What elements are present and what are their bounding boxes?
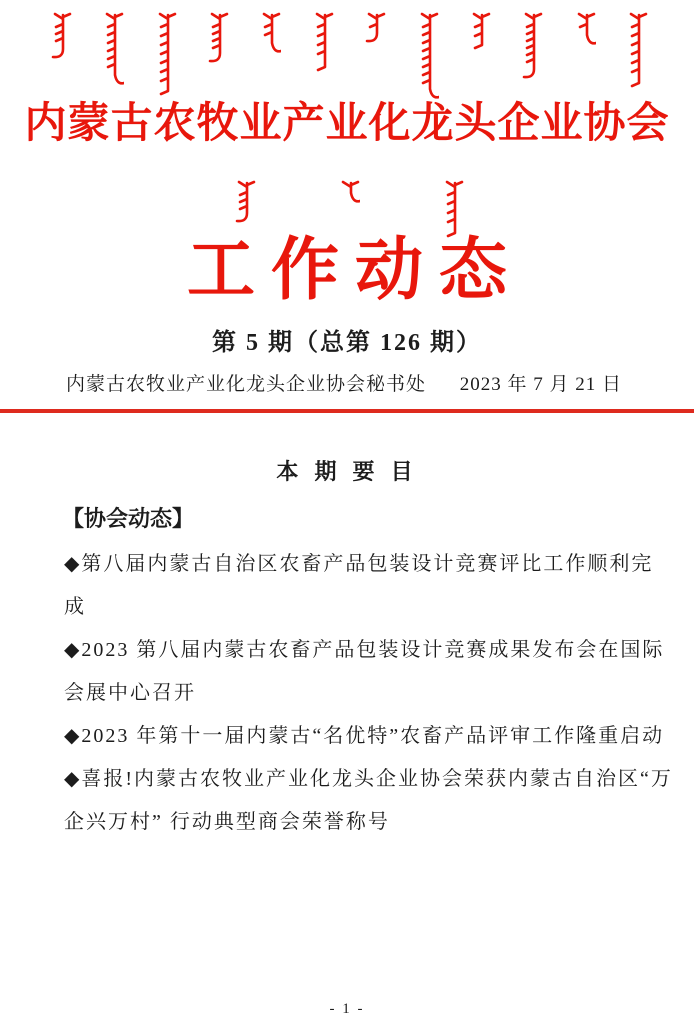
association-title: 内蒙古农牧业产业化龙头企业协会 [24, 101, 670, 147]
mongolian-word-glyph [334, 178, 360, 209]
toc-item-line: ◆2023 年第十一届内蒙古“名优特”农畜产品评审工作隆重启动 [64, 725, 665, 747]
toc-item [64, 715, 665, 758]
toc-item-line: 企兴万村” 行动典型商会荣誉称号 [64, 811, 390, 833]
toc-item [64, 543, 654, 629]
mongolian-script-banner-top [0, 10, 694, 102]
mongolian-word-glyph [465, 10, 491, 55]
toc-item-line: 成 [64, 596, 86, 618]
toc-item-line: ◆喜报!内蒙古农牧业产业化龙头企业协会荣获内蒙古自治区“万 [64, 768, 673, 790]
mongolian-word-glyph [151, 10, 177, 101]
publisher: 内蒙古农牧业产业化龙头企业协会秘书处 [66, 374, 427, 395]
mongolian-word-glyph [308, 10, 334, 77]
toc-list [0, 543, 694, 844]
toc-item [64, 758, 673, 844]
mongolian-word-glyph [360, 10, 386, 49]
toc-item-line: 会展中心召开 [64, 682, 196, 704]
mongolian-script-banner-mid [0, 178, 694, 236]
mongolian-word-glyph [570, 10, 596, 51]
mongolian-word-glyph [98, 10, 124, 91]
section-label: 【协会动态】 [62, 506, 195, 531]
mongolian-word-glyph [413, 10, 439, 105]
publisher-line [0, 369, 694, 396]
mongolian-word-glyph [230, 178, 256, 229]
contents-heading: 本 期 要 目 [276, 459, 418, 484]
mongolian-word-glyph [46, 10, 72, 65]
page-number: - 1 - [329, 1001, 365, 1017]
mongolian-word-glyph [622, 10, 648, 93]
mongolian-word-glyph [517, 10, 543, 85]
publish-date: 2023 年 7 月 21 日 [459, 374, 622, 395]
mongolian-word-glyph [255, 10, 281, 59]
toc-item [64, 629, 665, 715]
issue-number: 第 5 期（总第 126 期） [212, 330, 482, 356]
mongolian-word-glyph [203, 10, 229, 69]
toc-item-line: ◆2023 第八届内蒙古农畜产品包装设计竞赛成果发布会在国际 [64, 639, 665, 661]
bulletin-title: 工作动态 [186, 232, 523, 308]
divider-rule [0, 409, 694, 413]
toc-item-line: ◆第八届内蒙古自治区农畜产品包装设计竞赛评比工作顺利完 [64, 553, 654, 575]
